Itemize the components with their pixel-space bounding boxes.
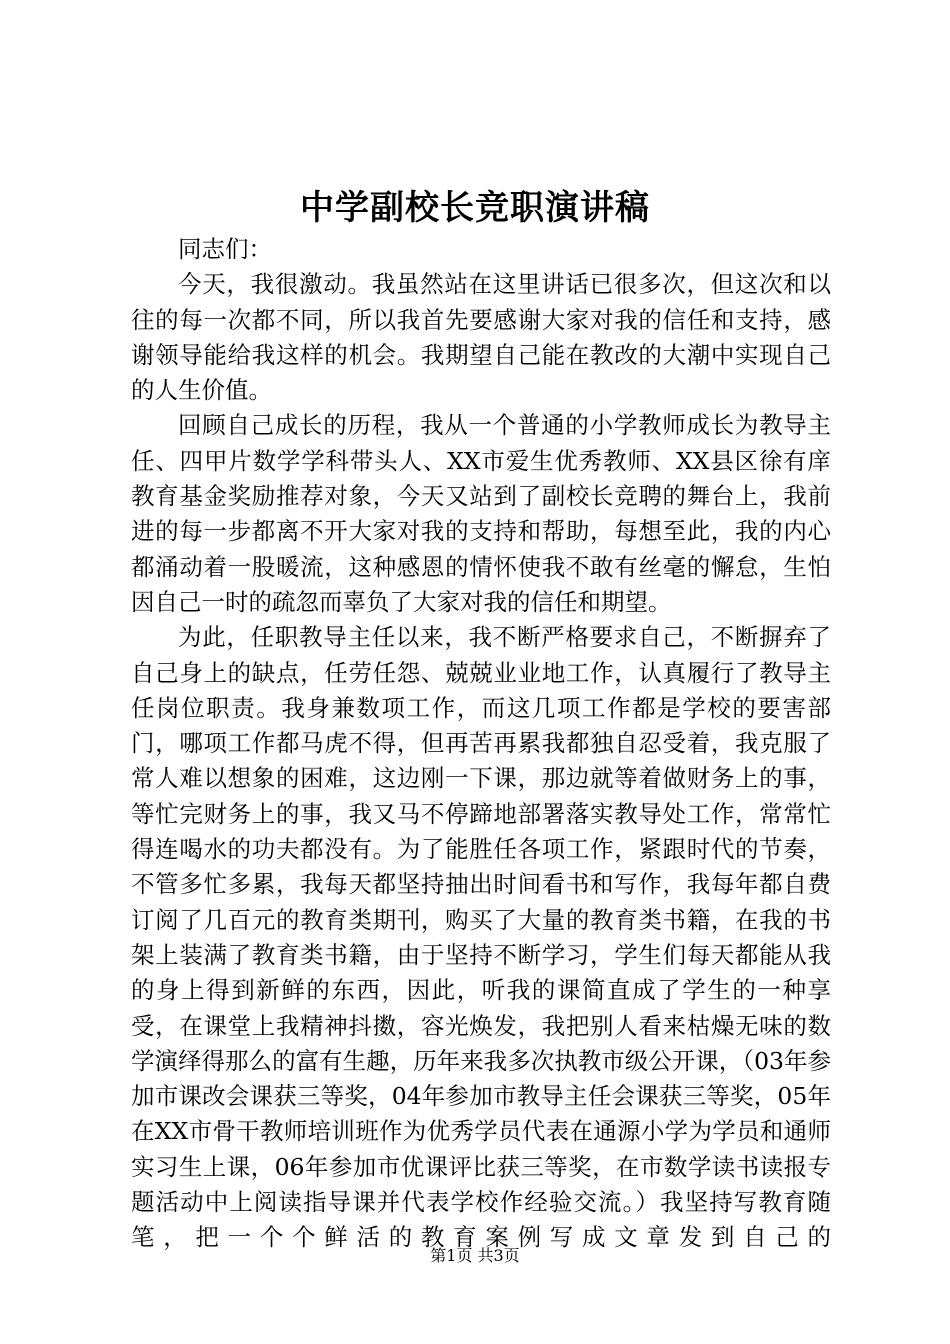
paragraph-salutation: 同志们： [178, 235, 272, 263]
document-body [131, 232, 831, 1256]
paragraph-2: 回顾自己成长的历程，我从一个普通的小学教师成长为教导主任、四甲片数学学科带头人、XX市爱生优秀教师、XX县区徐有庠教育基金奖励推荐对象，今天又站到了副校长竞聘的舞台上，我前进的每一步都离不开大家对我的支持和帮助，每想至此，我的内心都涌动着一股暖流，这种感恩的情怀使我不敢有丝毫的懈怠，生怕因自己一时的疏忽而辜负了大家对我的信任和期望。 [131, 411, 831, 616]
page-footer: 第1页 共3页 [430, 1246, 520, 1265]
paragraph-3: 为此，任职教导主任以来，我不断严格要求自己，不断摒弃了自己身上的缺点，任劳任怨、兢兢业业地工作，认真履行了教导主任岗位职责。我身兼数项工作，而这几项工作都是学校的要害部门，哪项工作都马虎不得，但再苦再累我都独自忍受着，我克服了常人难以想象的困难，这边刚一下课，那边就等着做财务上的事，等忙完财务上的事，我又马不停蹄地部署落实教导处工作，常常忙得连喝水的功夫都没有。为了能胜任各项工作，紧跟时代的节奏，不管多忙多累，我每天都坚持抽出时间看书和写作，我每年都自费订阅了几百元的教育类期刊，购买了大量的教育类书籍，在我的书架上装满了教育类书籍，由于坚持不断学习，学生们每天都能从我的身上得到新鲜的东西，因此，听我的课简直成了学生的一种享受，在课堂上我精神抖擞，容光焕发，我把别人看来枯燥无味的数学演绎得那么的富有生趣，历年来我多次执教市级公开课，（03年参加市课改会课获三等奖，04年参加市教导主任会课获三等奖，05年在XX市骨干教师培训班作为优秀学员代表在通源小学为学员和通师实习生上课，06年参加市优课评比获三等奖，在市数学读书读报专题活动中上阅读指导课并代表学校作经验交流。）我坚持写教育随笔，把一个个鲜活的教育案例写成文章发到自己的 [131, 623, 831, 1252]
document-title: 中学副校长竞职演讲稿 [300, 188, 650, 228]
paragraph-1: 今天，我很激动。我虽然站在这里讲话已很多次，但这次和以往的每一次都不同，所以我首先要感谢大家对我的信任和支持，感谢领导能给我这样的机会。我期望自己能在教改的大潮中实现自己的人生价值。 [131, 270, 831, 405]
